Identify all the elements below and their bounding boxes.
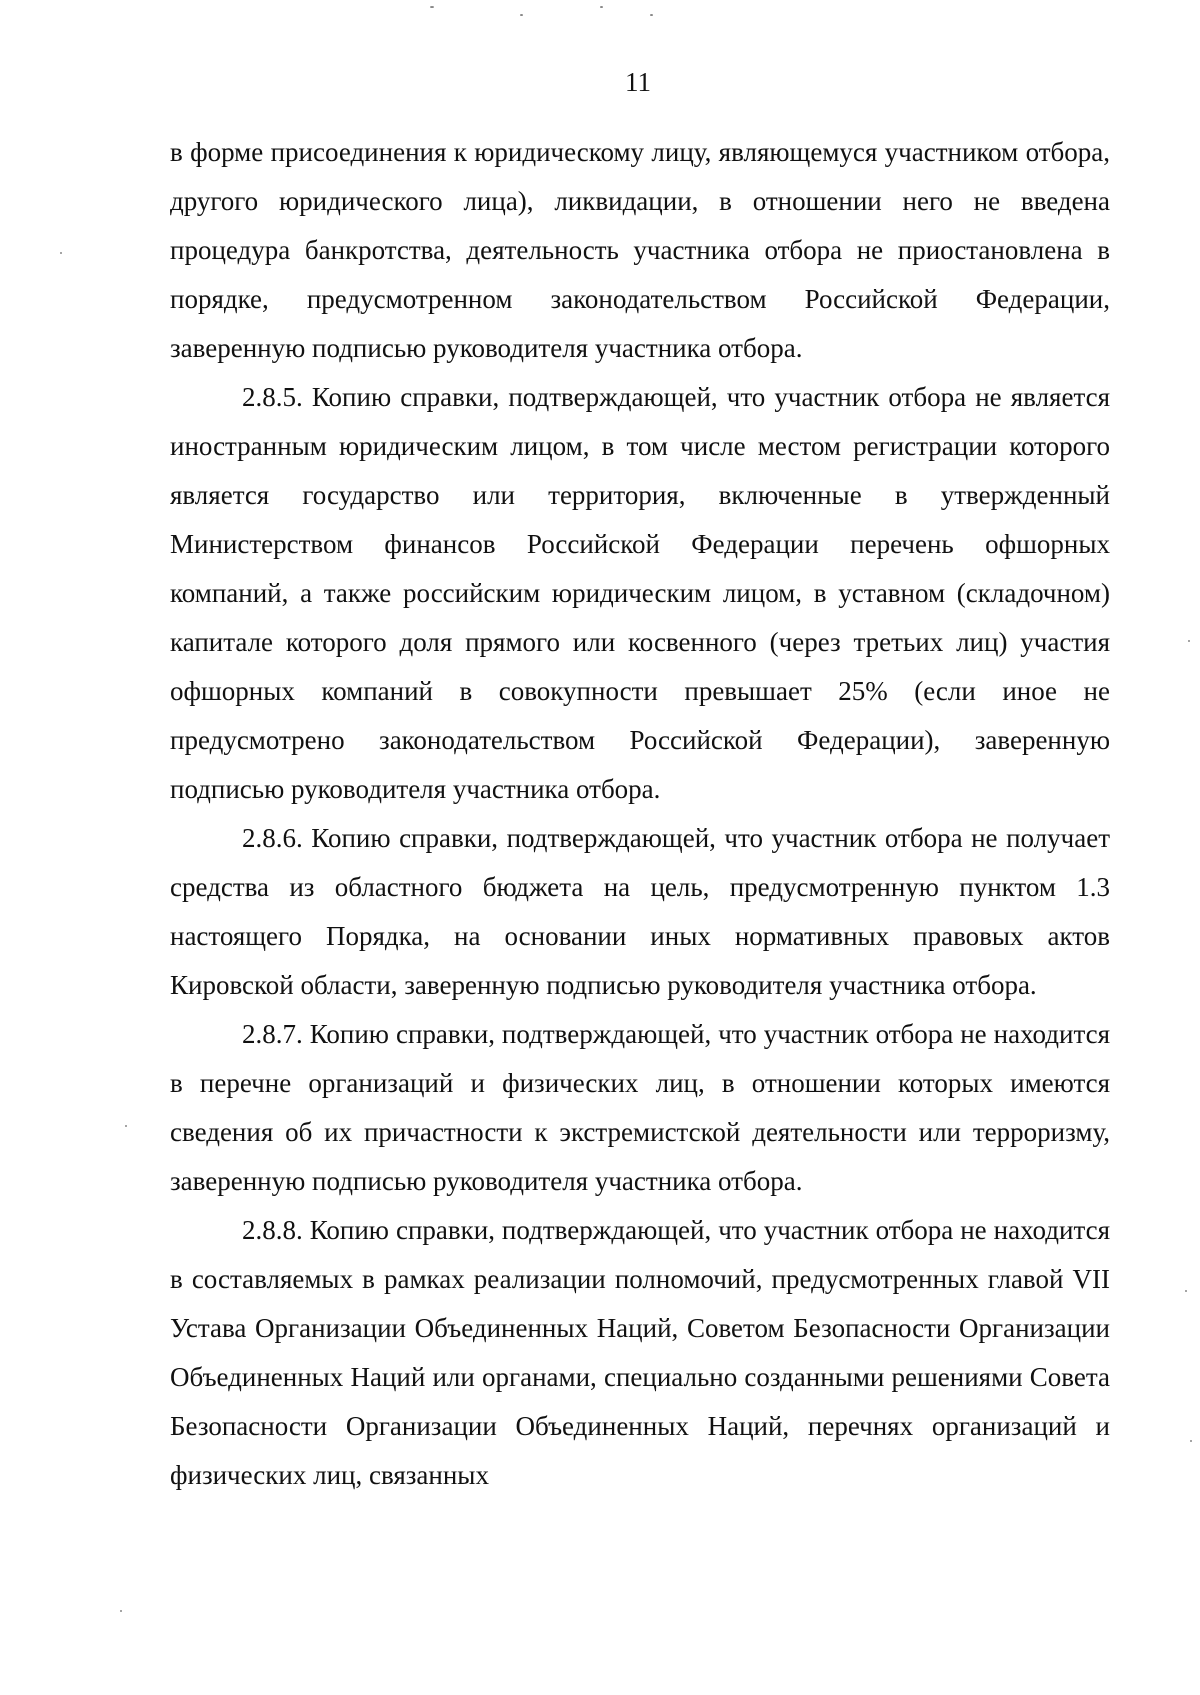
paragraph-continuation: в форме присоединения к юридическому лицу, являющемуся участником отбора, другого юридического лица), ликвидации, в отношении него не введена процедура банкротства, деятельность участника отбора не приостановлена в порядке, предусмотренном законодательством Российской Федерации, заверенную подписью руководителя участника отбора. — [170, 137, 1110, 363]
paragraph-2-8-5: 2.8.5. Копию справки, подтверждающей, что участник отбора не является иностранным юридическим лицом, в том числе местом регистрации которого является государство или территория, включенные в утвержденный Министерством финансов Российской Федерации перечень офшорных компаний, а также российским юридическим лицом, в уставном (складочном) капитале которого доля прямого или косвенного (через третьих лиц) участия офшорных компаний в совокупности превышает 25% (если иное не предусмотрено законодательством Российской Федерации), заверенную подписью руководителя участника отбора. — [170, 382, 1110, 804]
paragraph-2-8-7: 2.8.7. Копию справки, подтверждающей, что участник отбора не находится в перечне организаций и физических лиц, в отношении которых имеются сведения об их причастности к экстремистской деятельности или терроризму, заверенную подписью руководителя участника отбора. — [170, 1019, 1110, 1196]
page-number: 11 — [625, 67, 651, 97]
scan-speck — [650, 14, 653, 16]
scan-speck — [125, 1125, 127, 1127]
scan-speck — [600, 6, 603, 8]
paragraph-2-8-8: 2.8.8. Копию справки, подтверждающей, что участник отбора не находится в составляемых в рамках реализации полномочий, предусмотренных главой VII Устава Организации Объединенных Наций, Советом Безопасности Организации Объединенных Наций или органами, специально созданными решениями Совета Безопасности Организации Объединенных Наций, перечнях организаций и физических лиц, связанных — [170, 1215, 1110, 1490]
scan-speck — [520, 14, 523, 16]
scan-speck — [1190, 1440, 1192, 1442]
scan-speck — [1185, 1290, 1187, 1292]
scan-speck — [120, 1610, 122, 1612]
paragraph-2-8-6: 2.8.6. Копию справки, подтверждающей, что участник отбора не получает средства из областного бюджета на цель, предусмотренную пунктом 1.3 настоящего Порядка, на основании иных нормативных правовых актов Кировской области, заверенную подписью руководителя участника отбора. — [170, 823, 1110, 1000]
scan-speck — [60, 252, 62, 254]
scan-speck — [430, 6, 434, 8]
scan-speck — [1188, 640, 1190, 642]
body-text — [170, 128, 1110, 1500]
